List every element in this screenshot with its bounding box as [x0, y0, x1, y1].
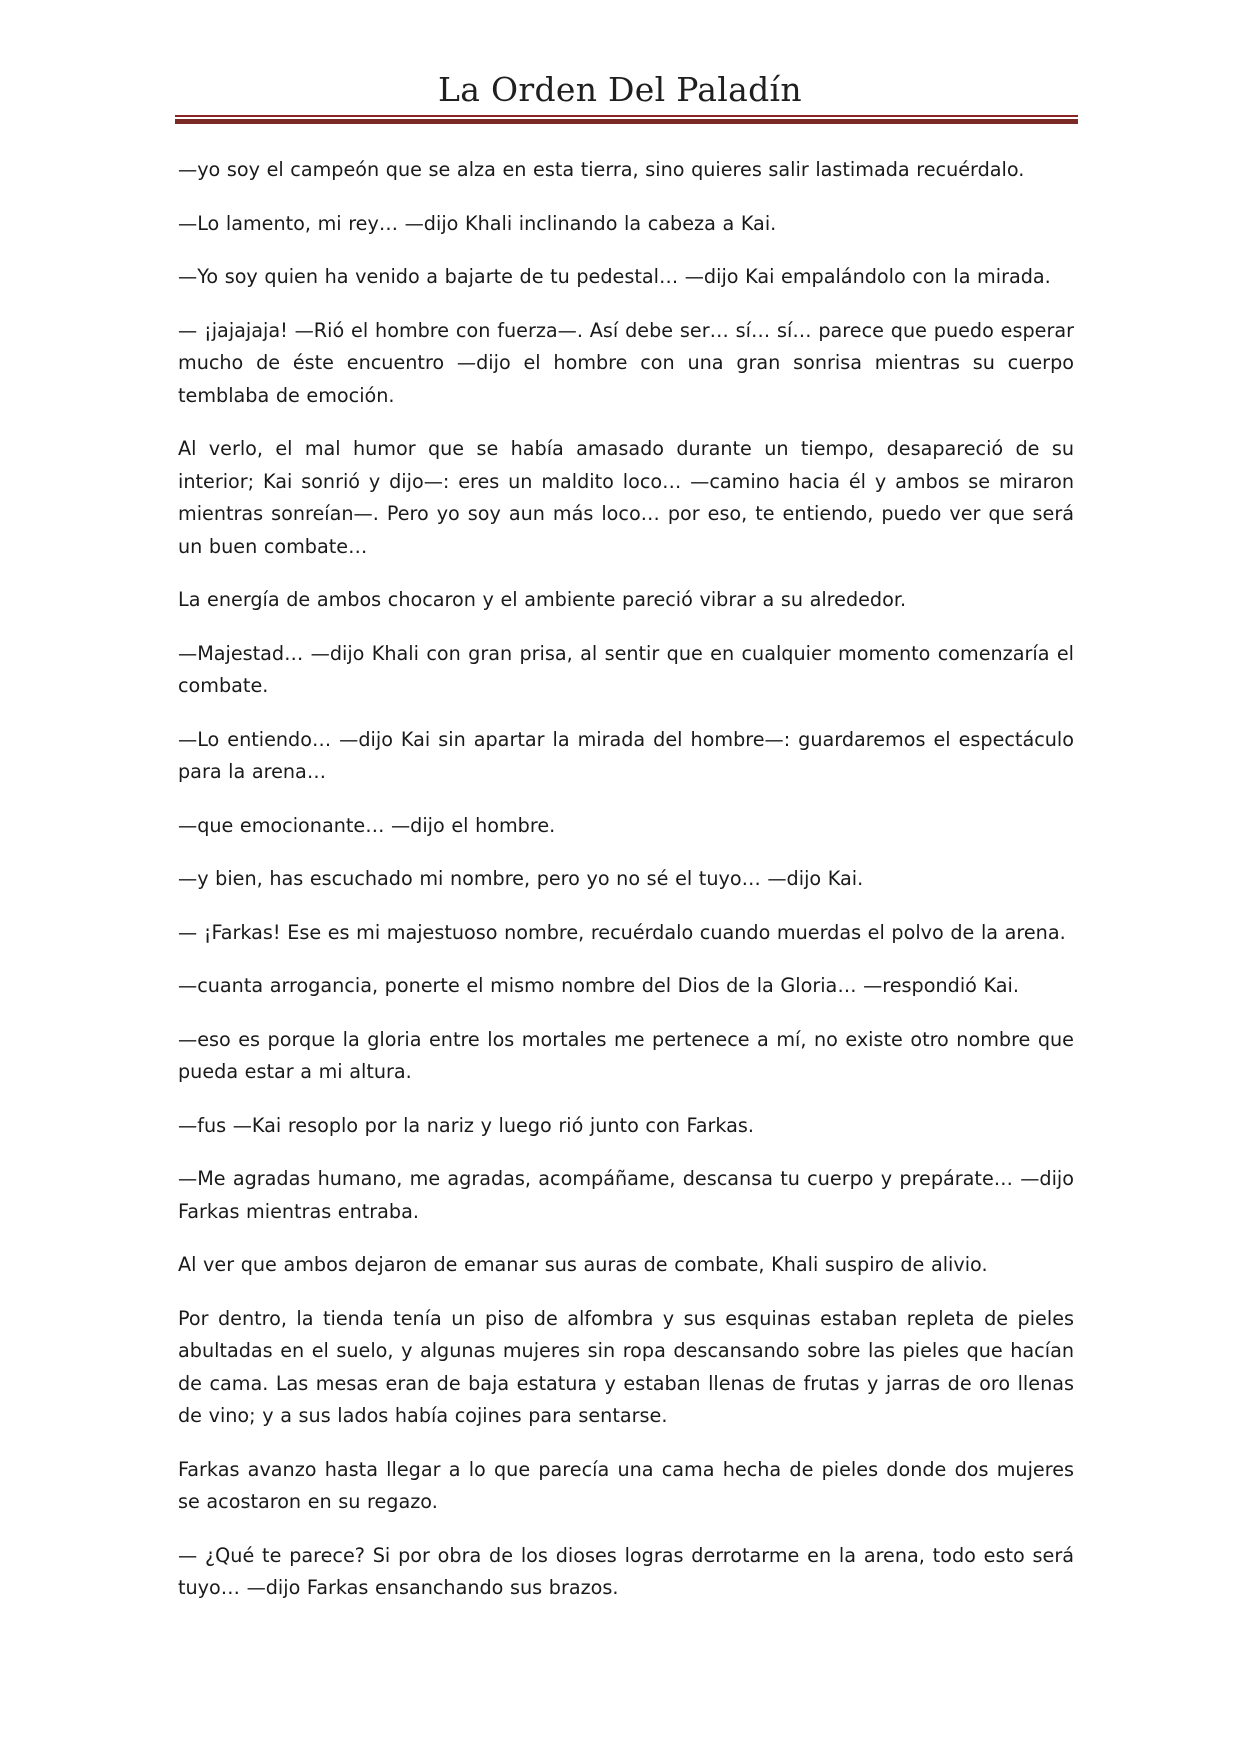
header-rule-thick — [175, 119, 1078, 124]
paragraph: —Lo lamento, mi rey… —dijo Khali inclinando la cabeza a Kai. — [178, 211, 777, 235]
paragraph: —fus —Kai resoplo por la nariz y luego rió junto con Farkas. — [178, 1113, 755, 1137]
paragraph: Al verlo, el mal humor que se había amasado durante un tiempo, desapareció de su interior; Kai sonrió y dijo—: eres un maldito loco… —camino hacia él y ambos se miraron mientras sonreían—. Pero yo soy aun más loco… por eso, te entiendo, puedo ver que será un buen combate… — [178, 437, 1074, 558]
paragraph: — ¿Qué te parece? Si por obra de los dioses logras derrotarme en la arena, todo esto será tuyo… —dijo Farkas ensanchando sus brazos. — [178, 1543, 1074, 1599]
header-rule-thin — [175, 115, 1078, 117]
paragraph: —eso es porque la gloria entre los mortales me pertenece a mí, no existe otro nombre que pueda estar a mi altura. — [178, 1027, 1074, 1083]
paragraph: Por dentro, la tienda tenía un piso de alfombra y sus esquinas estaban repleta de pieles abultadas en el suelo, y algunas mujeres sin ropa descansando sobre las pieles que hacían de cama. Las mesas eran de baja estatura y estaban llenas de frutas y jarras de oro llenas de vino; y a sus lados había cojines para sentarse. — [178, 1306, 1074, 1427]
paragraph: — ¡Farkas! Ese es mi majestuoso nombre, recuérdalo cuando muerdas el polvo de la arena. — [178, 920, 1066, 944]
page-header-title: La Orden Del Paladín — [438, 70, 802, 109]
paragraph: —Lo entiendo… —dijo Kai sin apartar la mirada del hombre—: guardaremos el espectáculo para la arena… — [178, 727, 1074, 783]
paragraph: —Me agradas humano, me agradas, acompáñame, descansa tu cuerpo y prepárate… —dijo Farkas mientras entraba. — [178, 1167, 1074, 1223]
paragraph: —que emocionante… —dijo el hombre. — [178, 813, 556, 837]
paragraph: —yo soy el campeón que se alza en esta tierra, sino quieres salir lastimada recuérdalo. — [178, 158, 1025, 181]
paragraph: —cuanta arrogancia, ponerte el mismo nombre del Dios de la Gloria… —respondió Kai. — [178, 974, 1019, 997]
paragraph: — ¡jajajaja! —Rió el hombre con fuerza—. Así debe ser… sí… sí… parece que puedo esperar mucho de éste encuentro —dijo el hombre con una gran sonrisa mientras su cuerpo temblaba de emoción. — [178, 318, 1074, 407]
paragraph: —y bien, has escuchado mi nombre, pero yo no sé el tuyo… —dijo Kai. — [178, 867, 864, 890]
paragraph: —Yo soy quien ha venido a bajarte de tu pedestal… —dijo Kai empalándolo con la mirada. — [178, 265, 1051, 288]
paragraph: La energía de ambos chocaron y el ambiente pareció vibrar a su alrededor. — [178, 588, 907, 611]
body-text — [178, 154, 1074, 1626]
paragraph: —Majestad… —dijo Khali con gran prisa, al sentir que en cualquier momento comenzaría el combate. — [178, 641, 1074, 697]
paragraph: Al ver que ambos dejaron de emanar sus auras de combate, Khali suspiro de alivio. — [178, 1253, 988, 1276]
paragraph: Farkas avanzo hasta llegar a lo que parecía una cama hecha de pieles donde dos mujeres se acostaron en su regazo. — [178, 1457, 1074, 1513]
